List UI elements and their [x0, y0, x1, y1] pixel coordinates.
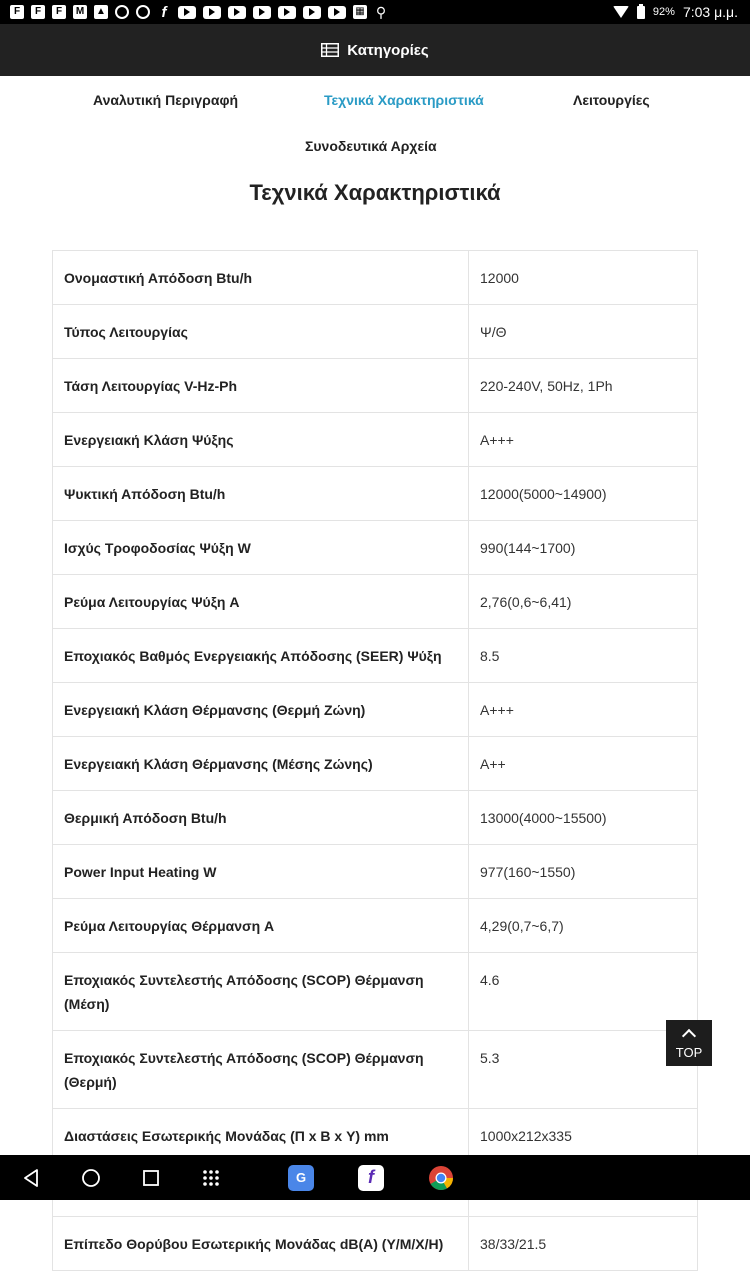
spec-row — [53, 575, 698, 629]
spec-key: Ενεργειακή Κλάση Θέρμανσης (Μέσης Ζώνης) — [53, 737, 469, 791]
spec-row — [53, 1217, 698, 1271]
flipboard-app-icon: f — [358, 1165, 384, 1191]
spec-row — [53, 359, 698, 413]
spec-value: 13000(4000~15500) — [469, 791, 698, 845]
spec-key: Εποχιακός Συντελεστής Απόδοσης (SCOP) Θέρμανση (Μέση) — [53, 953, 469, 1031]
spec-key: Ψυκτική Απόδοση Btu/h — [53, 467, 469, 521]
spec-row — [53, 305, 698, 359]
flipboard-shortcut[interactable] — [356, 1155, 386, 1200]
flipboard-icon: F — [31, 5, 45, 19]
youtube-icon — [303, 6, 321, 19]
spec-key: Εποχιακός Βαθμός Ενεργειακής Απόδοσης (SEER) Ψύξη — [53, 629, 469, 683]
spec-value: A+++ — [469, 683, 698, 737]
spec-value: A++ — [469, 737, 698, 791]
spec-row — [53, 521, 698, 575]
tab-detailed-description[interactable]: Αναλυτική Περιγραφή — [93, 92, 239, 108]
gboard-icon: G — [288, 1165, 314, 1191]
spec-key: Ονομαστική Απόδοση Btu/h — [53, 251, 469, 305]
chrome-icon — [428, 1165, 454, 1191]
spec-row — [53, 953, 698, 1031]
spec-value: 977(160~1550) — [469, 845, 698, 899]
notification-icons — [0, 5, 388, 19]
scroll-top-button[interactable] — [666, 1020, 712, 1066]
spec-value: 12000(5000~14900) — [469, 467, 698, 521]
spec-value: 4,29(0,7~6,7) — [469, 899, 698, 953]
tab-technical-specs[interactable]: Τεχνικά Χαρακτηριστικά — [324, 92, 484, 108]
spec-row — [53, 467, 698, 521]
battery-level: 92% — [652, 6, 675, 18]
spec-value: 4.6 — [469, 953, 698, 1031]
spec-key: Ενεργειακή Κλάση Ψύξης — [53, 413, 469, 467]
wifi-icon — [613, 6, 629, 18]
back-icon — [23, 1169, 39, 1187]
spec-row — [53, 791, 698, 845]
spec-key: Power Input Heating W — [53, 845, 469, 899]
page-title: Τεχνικά Χαρακτηριστικά — [249, 180, 501, 205]
app-drawer-button[interactable] — [196, 1155, 226, 1200]
spec-key: Θερμική Απόδοση Btu/h — [53, 791, 469, 845]
spec-row — [53, 629, 698, 683]
recents-button[interactable] — [136, 1155, 166, 1200]
spec-value: 220-240V, 50Hz, 1Ph — [469, 359, 698, 413]
photo-icon: ▲ — [94, 5, 108, 19]
spec-value: 38/33/21.5 — [469, 1217, 698, 1271]
spec-row — [53, 845, 698, 899]
recents-icon — [142, 1169, 160, 1187]
youtube-icon — [203, 6, 221, 19]
spec-key: Επίπεδο Θορύβου Εσωτερικής Μονάδας dB(A) (Υ/Μ/Χ/Η) — [53, 1217, 469, 1271]
flipboard-icon: F — [10, 5, 24, 19]
spec-value: 990(144~1700) — [469, 521, 698, 575]
home-icon — [81, 1168, 101, 1188]
youtube-icon — [328, 6, 346, 19]
status-bar — [0, 0, 750, 24]
spec-key: Τάση Λειτουργίας V-Hz-Ph — [53, 359, 469, 413]
tab-attached-files[interactable]: Συνοδευτικά Αρχεία — [305, 138, 437, 154]
spec-value: A+++ — [469, 413, 698, 467]
chevron-up-icon — [682, 1028, 696, 1042]
clock: 7:03 μ.μ. — [682, 4, 738, 20]
android-nav-bar — [0, 1155, 750, 1200]
tab-functions[interactable]: Λειτουργίες — [573, 92, 650, 108]
spec-row — [53, 683, 698, 737]
gboard-shortcut[interactable] — [286, 1155, 316, 1200]
youtube-icon — [278, 6, 296, 19]
instagram-icon — [136, 5, 150, 19]
youtube-icon — [178, 6, 196, 19]
youtube-icon — [253, 6, 271, 19]
facebook-icon: f — [161, 3, 167, 21]
system-status — [613, 4, 750, 20]
spec-row — [53, 737, 698, 791]
categories-header[interactable] — [0, 24, 750, 79]
spec-row — [53, 899, 698, 953]
spec-key: Ισχύς Τροφοδοσίας Ψύξη W — [53, 521, 469, 575]
location-icon: ⚲ — [375, 4, 387, 20]
instagram-icon — [115, 5, 129, 19]
back-button[interactable] — [16, 1155, 46, 1200]
header-title: Κατηγορίες — [347, 41, 429, 59]
spec-key: Τύπος Λειτουργίας — [53, 305, 469, 359]
spec-key: Ρεύμα Λειτουργίας Ψύξη A — [53, 575, 469, 629]
spec-value: Ψ/Θ — [469, 305, 698, 359]
chrome-shortcut[interactable] — [426, 1155, 456, 1200]
battery-icon — [637, 6, 645, 19]
calendar-icon: ▦ — [353, 5, 367, 19]
gmail-icon: M — [73, 5, 87, 19]
spec-row — [53, 251, 698, 305]
app-drawer-icon — [202, 1169, 220, 1187]
scroll-top-label: TOP — [675, 1044, 703, 1060]
spec-value: 8.5 — [469, 629, 698, 683]
home-button[interactable] — [76, 1155, 106, 1200]
spec-value: 5.3 — [469, 1031, 698, 1109]
table-list-icon — [321, 43, 339, 57]
spec-key: Ενεργειακή Κλάση Θέρμανσης (Θερμή Ζώνη) — [53, 683, 469, 737]
spec-key: Ρεύμα Λειτουργίας Θέρμανση A — [53, 899, 469, 953]
spec-value: 12000 — [469, 251, 698, 305]
spec-value: 2,76(0,6~6,41) — [469, 575, 698, 629]
specs-table — [52, 250, 698, 1271]
flipboard-icon: F — [52, 5, 66, 19]
spec-key: Διαστάσεις Εσωτερικής Μονάδας (Π x Β x Υ) mm — [53, 1109, 469, 1163]
spec-value: 1000x212x335 — [469, 1109, 698, 1163]
youtube-icon — [228, 6, 246, 19]
spec-key: Εποχιακός Συντελεστής Απόδοσης (SCOP) Θέρμανση (Θερμή) — [53, 1031, 469, 1109]
spec-row — [53, 1031, 698, 1109]
spec-row — [53, 413, 698, 467]
